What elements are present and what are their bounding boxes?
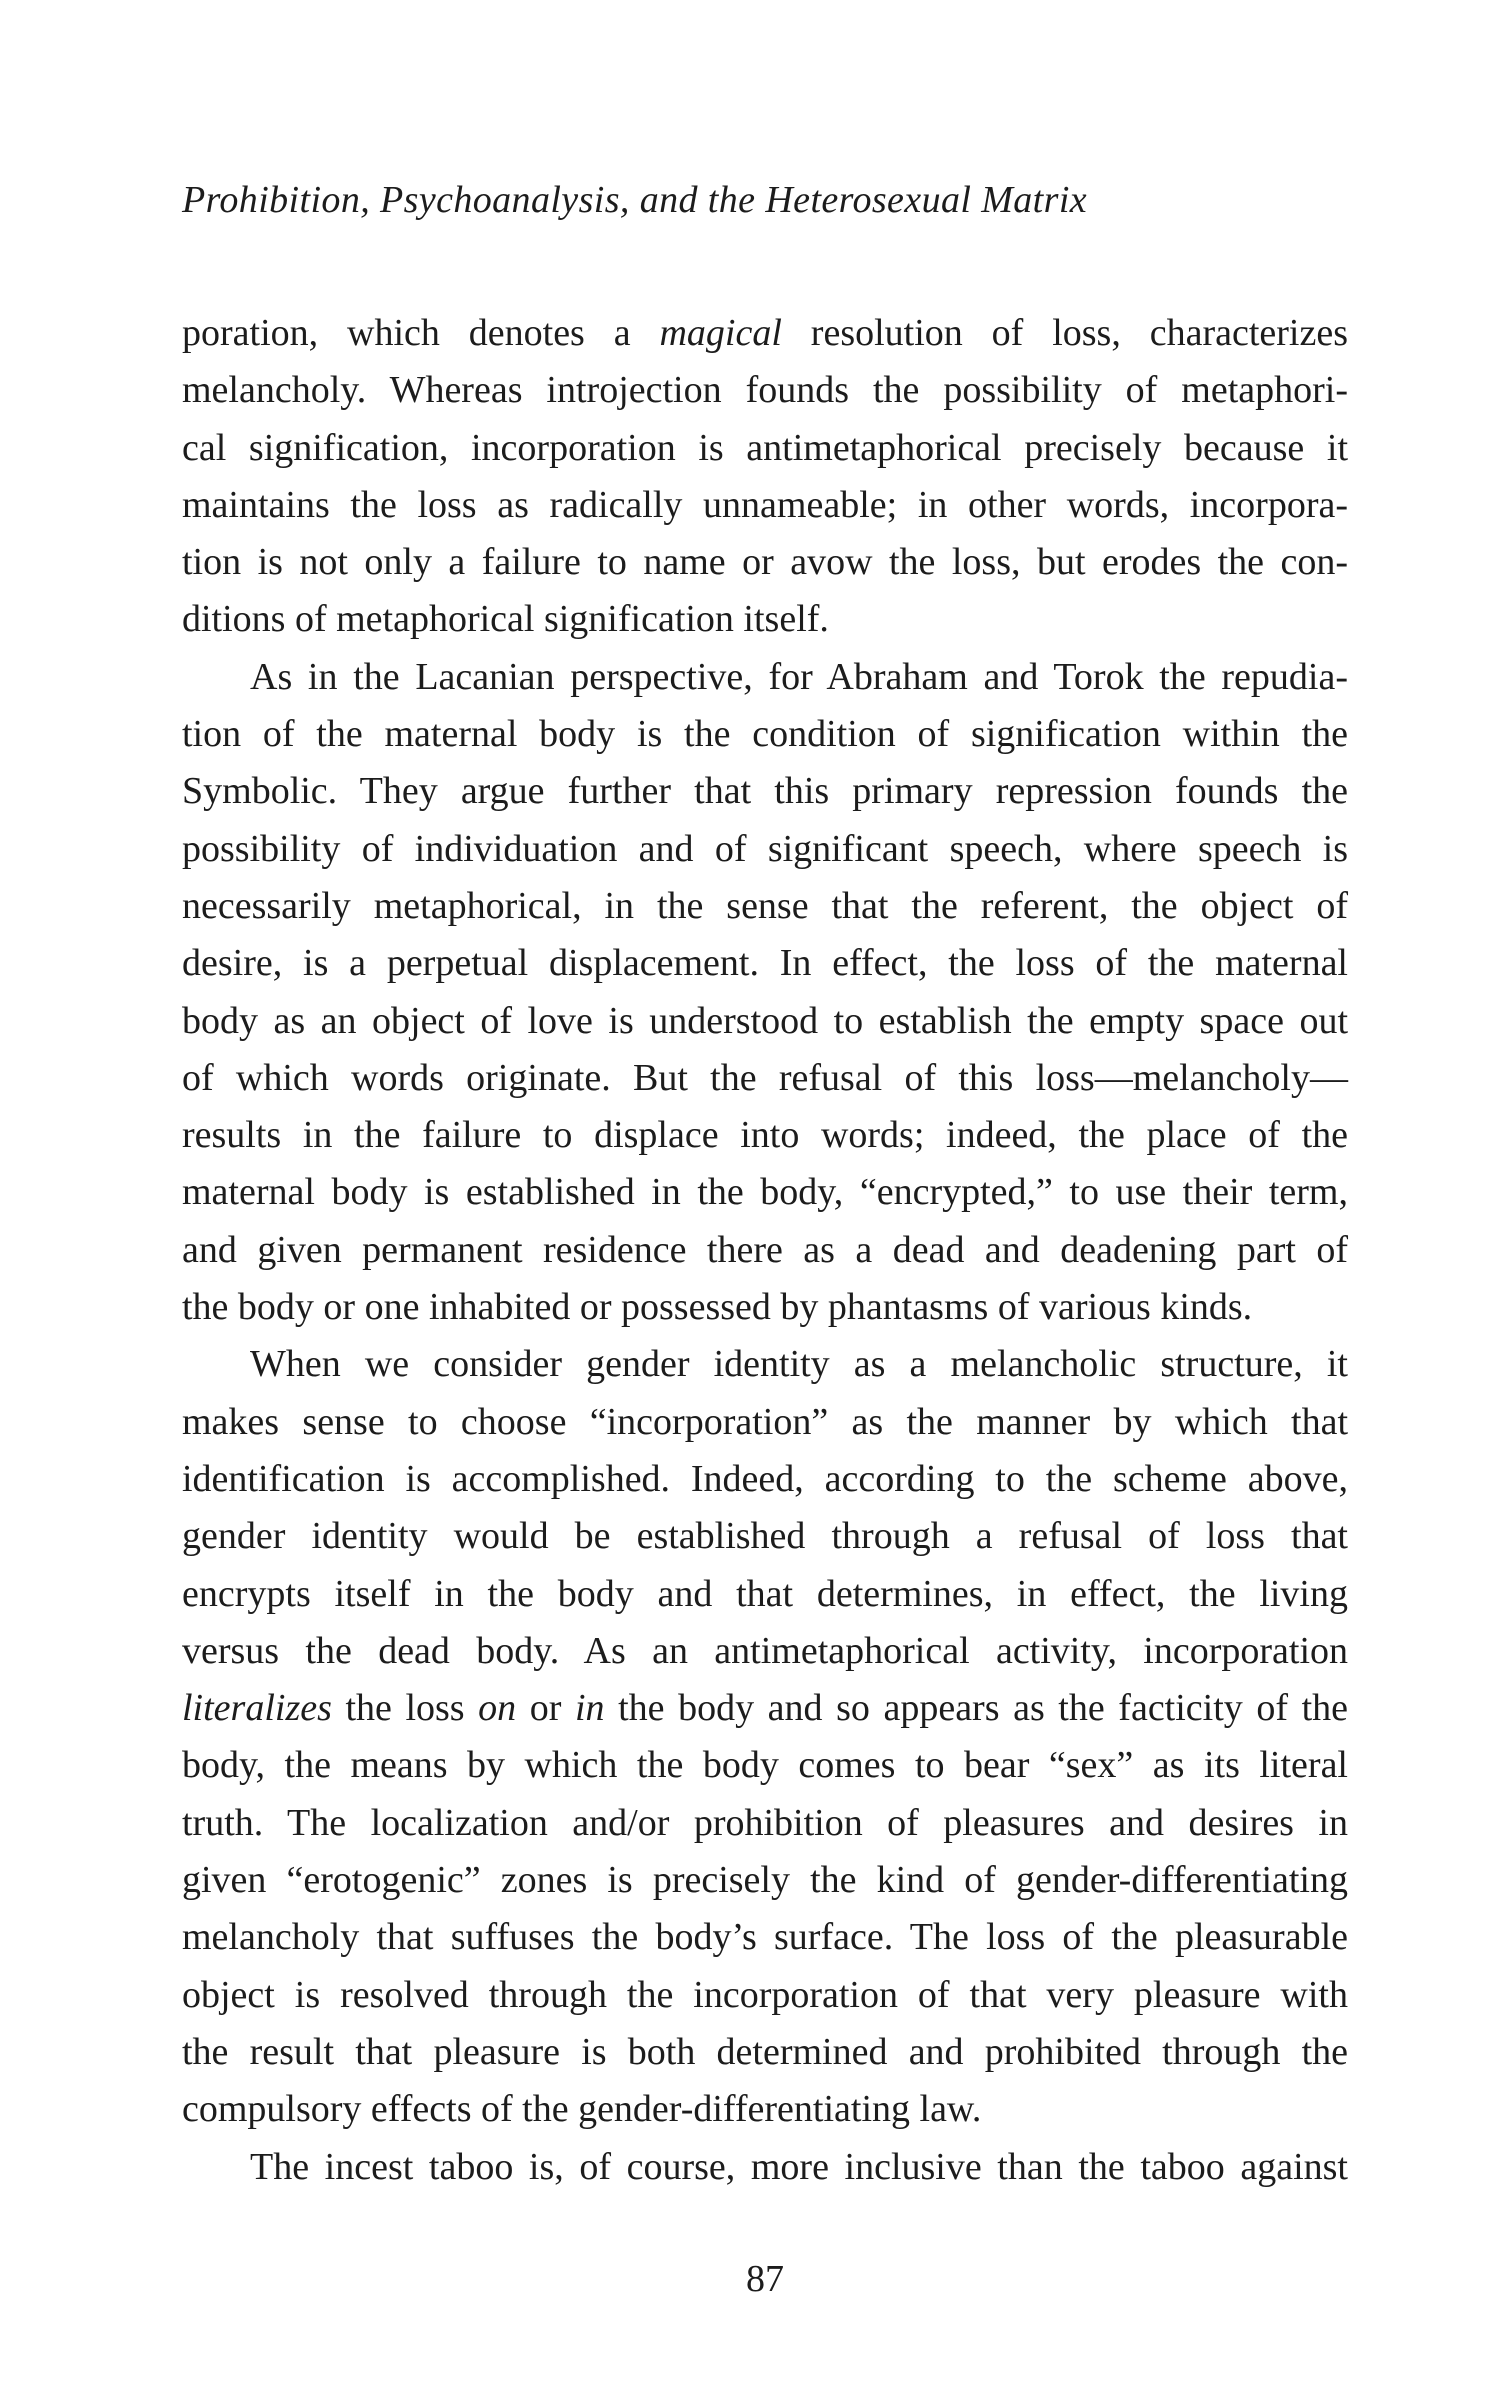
text-line: of which words originate. But the refusal of this loss—melancholy— bbox=[182, 1056, 1348, 1099]
text-line: compulsory effects of the gender-differentiating law. bbox=[182, 2088, 982, 2131]
text-line: given “erotogenic” zones is precisely the kind of gender-differentiating bbox=[182, 1859, 1348, 1902]
text-line: maintains the loss as radically unnameable; in other words, incorpora- bbox=[182, 483, 1348, 526]
text-line: tion of the maternal body is the condition of signification within the bbox=[182, 713, 1348, 756]
page-number: 87 bbox=[746, 2258, 784, 2300]
text-line: versus the dead body. As an antimetaphorical activity, incorporation bbox=[182, 1629, 1348, 1672]
text-line: body, the means by which the body comes to bear “sex” as its literal bbox=[182, 1744, 1348, 1787]
text-line: The incest taboo is, of course, more inclusive than the taboo against bbox=[250, 2145, 1348, 2188]
text-line: maternal body is established in the body, “encrypted,” to use their term, bbox=[182, 1171, 1348, 1214]
text-line: cal signification, incorporation is antimetaphorical precisely because it bbox=[182, 426, 1348, 469]
text-line: body as an object of love is understood to establish the empty space out bbox=[182, 999, 1348, 1042]
running-head: Prohibition, Psychoanalysis, and the Heterosexual Matrix bbox=[182, 179, 1088, 221]
text-line: literalizes the loss on or in the body and so appears as the facticity of the bbox=[182, 1687, 1348, 1730]
body-text bbox=[182, 305, 1348, 2196]
text-line: results in the failure to displace into words; indeed, the place of the bbox=[182, 1114, 1348, 1157]
text-line: encrypts itself in the body and that determines, in effect, the living bbox=[182, 1572, 1348, 1615]
text-line: As in the Lacanian perspective, for Abraham and Torok the repudia- bbox=[250, 655, 1348, 698]
text-line: melancholy that suffuses the body’s surface. The loss of the pleasurable bbox=[182, 1916, 1348, 1959]
text-line: the body or one inhabited or possessed by phantasms of various kinds. bbox=[182, 1286, 1253, 1329]
text-line: Symbolic. They argue further that this primary repression founds the bbox=[182, 770, 1348, 813]
text-line: makes sense to choose “incorporation” as the manner by which that bbox=[182, 1400, 1348, 1443]
text-line: When we consider gender identity as a melancholic structure, it bbox=[250, 1343, 1348, 1386]
text-line: truth. The localization and/or prohibition of pleasures and desires in bbox=[182, 1801, 1348, 1844]
text-line: and given permanent residence there as a dead and deadening part of bbox=[182, 1228, 1348, 1271]
text-line: gender identity would be established through a refusal of loss that bbox=[182, 1515, 1348, 1558]
text-line: necessarily metaphorical, in the sense that the referent, the object of bbox=[182, 884, 1348, 927]
text-line: the result that pleasure is both determined and prohibited through the bbox=[182, 2030, 1348, 2073]
text-line: possibility of individuation and of significant speech, where speech is bbox=[182, 827, 1348, 870]
text-line: tion is not only a failure to name or avow the loss, but erodes the con- bbox=[182, 541, 1348, 584]
text-line: desire, is a perpetual displacement. In effect, the loss of the maternal bbox=[182, 942, 1348, 985]
text-line: object is resolved through the incorporation of that very pleasure with bbox=[182, 1973, 1348, 2016]
text-line: identification is accomplished. Indeed, according to the scheme above, bbox=[182, 1457, 1348, 1500]
text-line: melancholy. Whereas introjection founds the possibility of metaphori- bbox=[182, 369, 1348, 412]
text-line: ditions of metaphorical signification itself. bbox=[182, 598, 829, 641]
text-line: poration, which denotes a magical resolution of loss, characterizes bbox=[182, 312, 1348, 354]
